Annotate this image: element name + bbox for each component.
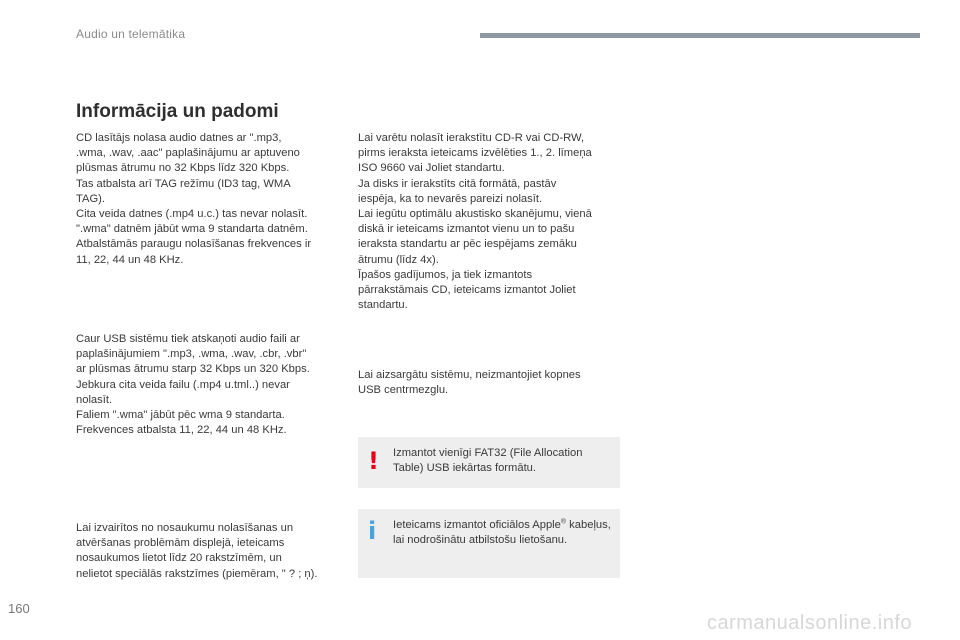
section-title: Audio un telemātika [76,27,186,41]
info-icon: i [368,517,377,545]
page-title: Informācija un padomi [76,101,279,122]
page-number: 160 [8,601,30,616]
warning-note-text: Izmantot vienīgi FAT32 (File Allocation Table) USB iekārtas formātu. [393,447,583,475]
cd-burning-paragraph: Lai varētu nolasīt ierakstītu CD-R vai CD-RW, pirms ieraksta ieteicams izvēlēties 1., 2. līmeņa ISO 9660 vai Joliet standartu. Ja disks ir ierakstīts citā formātā, pastāv iespēja, ka to nevarēs pareizi nolasīt. Lai iegūtu optimālu akustisko skanējumu, vienā diskā ir ieteicams izmantot vienu un to pašu ieraksta standartu ar pēc iespējams zemāku ātrumu (līdz 4x). Īpašos gadījumos, ja tiek izmantots pārrakstāmais CD, ieteicams izmantot Joliet standartu. [358,132,592,312]
exclamation-icon: ! [368,447,379,475]
file-names-paragraph: Lai izvairītos no nosaukumu nolasīšanas un atvēršanas problēmām displejā, ieteicams nosaukumos lietot līdz 20 rakstzīmēm, un nelietot speciālās rakstzīmes (piemēram, " ? ; ņ). [76,522,318,580]
usb-hub-paragraph: Lai aizsargātu sistēmu, neizmantojiet kopnes USB centrmezglu. [358,369,581,397]
header-rule [480,33,920,38]
info-note-text-before: Ieteicams izmantot oficiālos Apple [393,519,561,531]
watermark: carmanualsonline.info [706,612,912,634]
usb-formats-paragraph: Caur USB sistēmu tiek atskaņoti audio faili ar paplašinājumiem ".mp3, .wma, .wav, .cbr, .vbr" ar plūsmas ātrumu starp 32 Kbps un 320 Kbps. Jebkura cita veida failu (.mp4 u.tml..) nevar nolasīt. Faliem ".wma" jābūt pēc wma 9 standarta. Frekvences atbalsta 11, 22, 44 un 48 KHz. [76,333,310,437]
warning-note [358,437,620,488]
info-note [358,509,620,578]
info-note-text-after: kabeļus, lai nodrošinātu atbilstošu lietošanu. [393,519,611,547]
cd-formats-paragraph: CD lasītājs nolasa audio datnes ar ".mp3, .wma, .wav, .aac" paplašinājumu ar aptuveno plūsmas ātrumu no 32 Kbps līdz 320 Kbps. Tas atbalsta arī TAG režīmu (ID3 tag, WMA TAG). Cita veida datnes (.mp4 u.c.) tas nevar nolasīt. ".wma" datnēm jābūt wma 9 standarta datnēm. Atbalstāmās paraugu nolasīšanas frekvences ir 11, 22, 44 un 48 KHz. [76,132,312,266]
info-note-text [393,518,613,548]
registered-mark: ® [560,518,567,526]
